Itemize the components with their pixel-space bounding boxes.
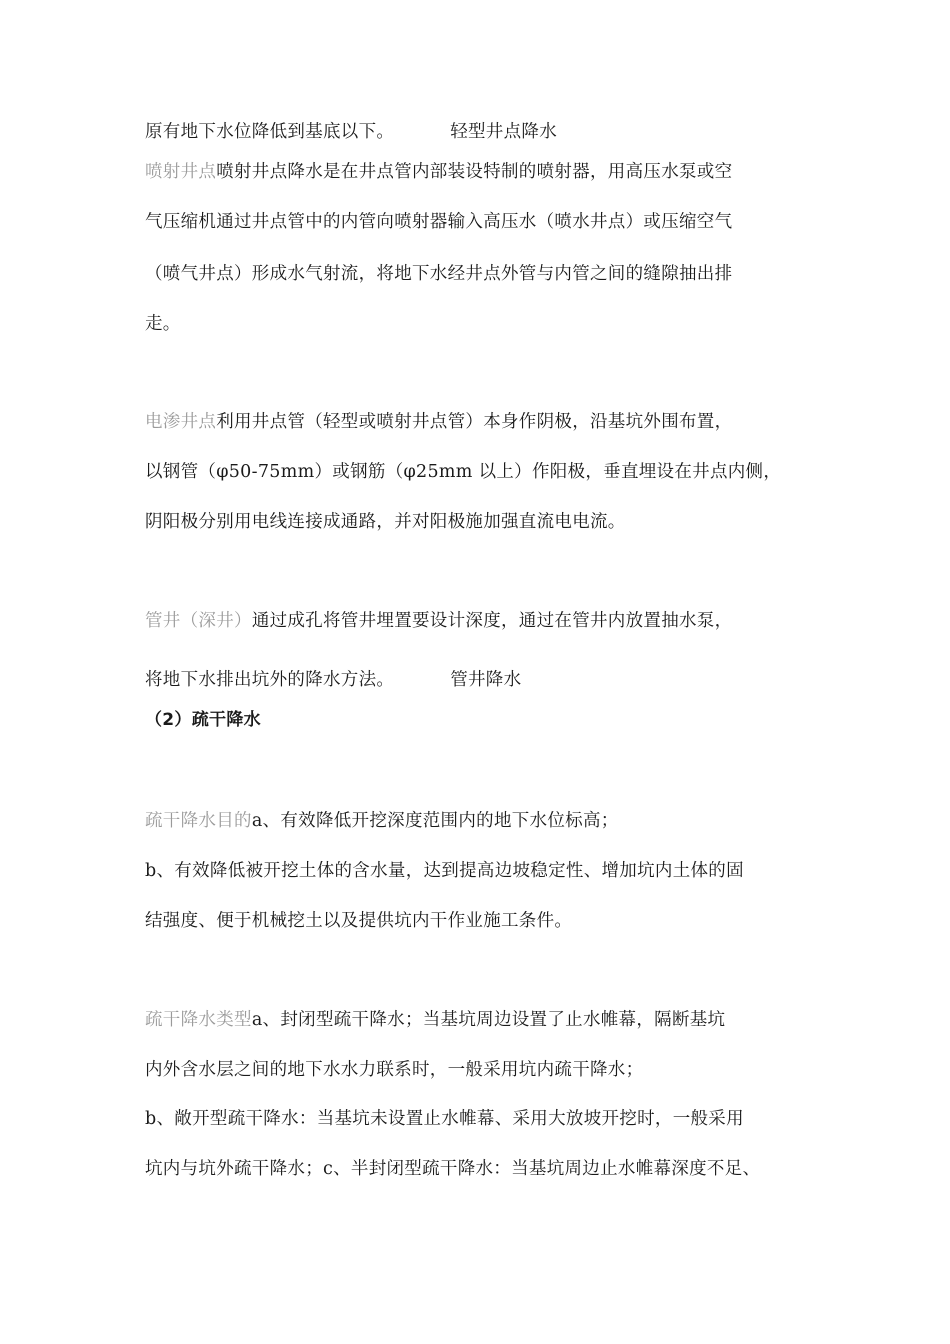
doc-line: 内外含水层之间的地下水水力联系时，一般采用坑内疏干降水； xyxy=(145,1060,644,1080)
doc-line: （喷气井点）形成水气射流，将地下水经井点外管与内管之间的缝隙抽出排 xyxy=(145,264,733,284)
doc-line: b、有效降低被开挖土体的含水量，达到提高边坡稳定性、增加坑内土体的固 xyxy=(145,861,744,881)
line-text: 原有地下水位降低到基底以下。 xyxy=(145,122,395,142)
doc-line: 气压缩机通过井点管中的内管向喷射器输入高压水（喷水井点）或压缩空气 xyxy=(145,212,733,232)
doc-line: 走。 xyxy=(145,314,181,334)
term-label: 喷射井点 xyxy=(145,162,217,182)
doc-line xyxy=(145,121,557,143)
doc-line: 以钢管（φ50-75mm）或钢筋（φ25mm 以上）作阳极，垂直埋设在井点内侧， xyxy=(145,462,782,482)
doc-line xyxy=(145,669,521,691)
doc-line: b、敞开型疏干降水：当基坑未设置止水帷幕、采用大放坡开挖时，一般采用 xyxy=(145,1109,744,1129)
line-text: a、有效降低开挖深度范围内的地下水位标高； xyxy=(251,811,619,831)
term-label: 疏干降水类型 xyxy=(145,1010,252,1030)
doc-line xyxy=(145,1009,725,1031)
line-text: 通过成孔将管井埋置要设计深度，通过在管井内放置抽水泵， xyxy=(251,611,733,631)
line-text: 利用井点管（轻型或喷射井点管）本身作阴极，沿基坑外围布置， xyxy=(216,412,733,432)
line-text: 喷射井点降水是在井点管内部装设特制的喷射器，用高压水泵或空 xyxy=(216,162,733,182)
section-heading: （2）疏干降水 xyxy=(145,710,261,730)
term-label: 管井（深井） xyxy=(145,611,252,631)
doc-line: 结强度、便于机械挖土以及提供坑内干作业施工条件。 xyxy=(145,911,573,931)
doc-line: 坑内与坑外疏干降水；c、半封闭型疏干降水：当基坑周边止水帷幕深度不足、 xyxy=(145,1159,761,1179)
doc-line xyxy=(145,610,732,632)
doc-line xyxy=(145,810,619,832)
term-label: 疏干降水目的 xyxy=(145,811,252,831)
line-tail: 管井降水 xyxy=(450,670,522,690)
term-label: 电渗井点 xyxy=(145,412,217,432)
line-text: a、封闭型疏干降水；当基坑周边设置了止水帷幕，隔断基坑 xyxy=(251,1010,726,1030)
doc-line xyxy=(145,161,732,183)
doc-line: 阴阳极分别用电线连接成通路，并对阳极施加强直流电电流。 xyxy=(145,512,626,532)
line-tail: 轻型井点降水 xyxy=(450,122,558,142)
doc-line xyxy=(145,411,732,433)
line-text: 将地下水排出坑外的降水方法。 xyxy=(145,670,395,690)
